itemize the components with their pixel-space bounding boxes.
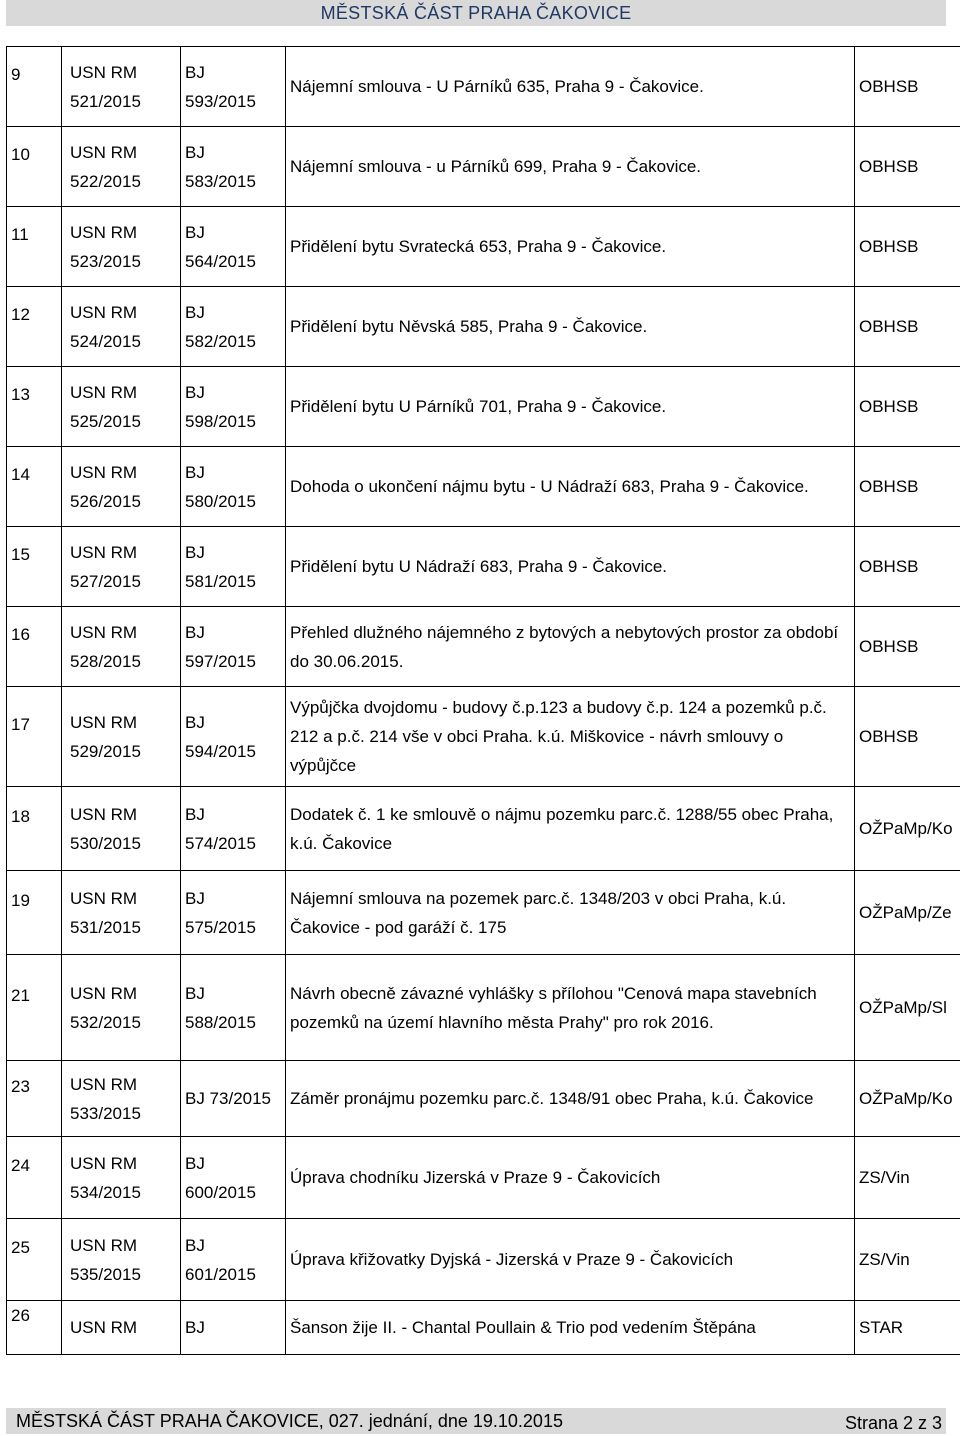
resolution-number: 527/2015: [70, 571, 141, 591]
row-number: 18: [11, 807, 30, 826]
resolution-number-cell: [62, 127, 181, 207]
subject-text: Dodatek č. 1 ke smlouvě o nájmu pozemku parc.č. 1288/55 obec Praha, k.ú. Čakovice: [290, 804, 834, 853]
table-row: [7, 367, 960, 447]
resolution-number: 530/2015: [70, 833, 141, 853]
resolution-number: 533/2015: [70, 1103, 141, 1123]
subject-text: Nájemní smlouva - U Párníků 635, Praha 9 - Čakovice.: [290, 77, 704, 96]
item-number-cell: [181, 367, 286, 447]
row-number: 13: [11, 385, 30, 404]
subject-text: Šanson žije II. - Chantal Poullain & Trio pod vedením Štěpána: [290, 1318, 756, 1337]
subject-text: Úprava křižovatky Dyjská - Jizerská v Praze 9 - Čakovicích: [290, 1250, 734, 1269]
row-number: 11: [11, 225, 29, 244]
row-number-cell: [7, 1137, 62, 1219]
item-number-cell: [181, 1061, 286, 1137]
resolution-number-cell: [62, 287, 181, 367]
item-number-cell: [181, 47, 286, 127]
resolutions-table: [6, 46, 960, 1355]
table-row: [7, 1137, 960, 1219]
table-row: [7, 287, 960, 367]
row-number: 12: [11, 305, 30, 324]
department-cell: [855, 127, 960, 207]
item-label: BJ: [185, 302, 205, 322]
department-cell: [855, 955, 960, 1061]
subject-text: Dohoda o ukončení nájmu bytu - U Nádraží 683, Praha 9 - Čakovice.: [290, 477, 809, 496]
table-row: [7, 1061, 960, 1137]
item-number: 582/2015: [185, 331, 256, 351]
table-row: [7, 871, 960, 955]
row-number: 23: [11, 1077, 30, 1096]
department-cell: [855, 1219, 960, 1301]
row-number: 25: [11, 1238, 30, 1257]
subject-cell: [286, 447, 855, 527]
item-label: BJ: [185, 1153, 205, 1173]
row-number-cell: [7, 527, 62, 607]
resolution-label: USN RM: [70, 542, 138, 562]
item-number: 588/2015: [185, 1012, 256, 1032]
item-label: BJ: [185, 1235, 205, 1255]
resolution-number: 532/2015: [70, 1012, 141, 1032]
row-number-cell: [7, 447, 62, 527]
table-row: [7, 47, 960, 127]
row-number-cell: [7, 1301, 62, 1355]
resolution-number: 521/2015: [70, 91, 141, 111]
resolution-label: USN RM: [70, 1074, 138, 1094]
item-number: 598/2015: [185, 411, 256, 431]
item-number: 574/2015: [185, 833, 256, 853]
subject-cell: [286, 207, 855, 287]
row-number-cell: [7, 955, 62, 1061]
subject-cell: [286, 527, 855, 607]
subject-text: Přidělení bytu U Nádraží 683, Praha 9 - Čakovice.: [290, 557, 668, 576]
subject-cell: [286, 367, 855, 447]
resolution-label: USN RM: [70, 462, 138, 482]
item-label: BJ: [185, 222, 205, 242]
item-label: BJ: [185, 888, 205, 908]
subject-text: Záměr pronájmu pozemku parc.č. 1348/91 obec Praha, k.ú. Čakovice: [290, 1089, 814, 1108]
row-number-cell: [7, 687, 62, 787]
table-row: [7, 127, 960, 207]
subject-text: Nájemní smlouva na pozemek parc.č. 1348/203 v obci Praha, k.ú. Čakovice - pod garáží č. 175: [290, 888, 787, 937]
resolution-number: 522/2015: [70, 171, 141, 191]
item-number-cell: [181, 127, 286, 207]
resolution-number-cell: [62, 1061, 181, 1137]
resolution-number: 535/2015: [70, 1264, 141, 1284]
resolution-number: 524/2015: [70, 331, 141, 351]
item-number: 581/2015: [185, 571, 256, 591]
item-number: 593/2015: [185, 91, 256, 111]
resolution-number-cell: [62, 607, 181, 687]
resolution-number: 526/2015: [70, 491, 141, 511]
resolution-number-cell: [62, 871, 181, 955]
resolution-label: USN RM: [70, 142, 138, 162]
row-number: 26: [11, 1306, 30, 1325]
resolution-label: USN RM: [70, 222, 138, 242]
item-number-cell: [181, 207, 286, 287]
resolution-number: 525/2015: [70, 411, 141, 431]
item-label: BJ: [185, 622, 205, 642]
subject-cell: [286, 871, 855, 955]
resolution-label: USN RM: [70, 1318, 138, 1337]
subject-cell: [286, 787, 855, 871]
subject-text: Přehled dlužného nájemného z bytových a nebytových prostor za období do 30.06.2015.: [290, 622, 839, 671]
item-number-cell: [181, 1219, 286, 1301]
department-code: OBHSB: [859, 157, 919, 176]
row-number: 14: [11, 465, 30, 484]
item-number: 594/2015: [185, 741, 256, 761]
subject-cell: [286, 47, 855, 127]
resolution-number: 528/2015: [70, 651, 141, 671]
resolution-number-cell: [62, 787, 181, 871]
resolution-label: USN RM: [70, 1153, 138, 1173]
department-cell: [855, 527, 960, 607]
subject-cell: [286, 607, 855, 687]
item-label: BJ: [185, 542, 205, 562]
resolution-number: 529/2015: [70, 741, 141, 761]
row-number-cell: [7, 367, 62, 447]
resolution-number-cell: [62, 1219, 181, 1301]
row-number: 21: [11, 986, 30, 1005]
subject-text: Nájemní smlouva - u Párníků 699, Praha 9 - Čakovice.: [290, 157, 702, 176]
item-number-cell: [181, 607, 286, 687]
row-number: 9: [11, 65, 21, 84]
department-cell: [855, 687, 960, 787]
row-number: 19: [11, 891, 30, 910]
department-code: OŽPaMp/Sl: [859, 998, 947, 1017]
row-number-cell: [7, 127, 62, 207]
subject-cell: [286, 1219, 855, 1301]
department-cell: [855, 47, 960, 127]
resolution-label: USN RM: [70, 1235, 138, 1255]
item-label: BJ 73/2015: [185, 1089, 272, 1108]
resolution-number-cell: [62, 447, 181, 527]
item-number: 580/2015: [185, 491, 256, 511]
department-code: ZS/Vin: [859, 1250, 910, 1269]
department-code: ZS/Vin: [859, 1168, 910, 1187]
resolution-label: USN RM: [70, 382, 138, 402]
item-label: BJ: [185, 804, 205, 824]
department-code: OBHSB: [859, 317, 919, 336]
subject-text: Přidělení bytu Svratecká 653, Praha 9 - Čakovice.: [290, 237, 667, 256]
item-number-cell: [181, 287, 286, 367]
table-row: [7, 955, 960, 1061]
item-label: BJ: [185, 62, 205, 82]
resolution-number: 531/2015: [70, 917, 141, 937]
item-number-cell: [181, 447, 286, 527]
item-number-cell: [181, 687, 286, 787]
item-label: BJ: [185, 983, 205, 1003]
resolutions-table-body: [7, 47, 960, 1355]
resolution-number: 534/2015: [70, 1182, 141, 1202]
resolution-number-cell: [62, 527, 181, 607]
page-footer: [6, 1408, 946, 1434]
row-number-cell: [7, 607, 62, 687]
subject-text: Přidělení bytu Něvská 585, Praha 9 - Čakovice.: [290, 317, 648, 336]
department-code: OBHSB: [859, 557, 919, 576]
resolution-label: USN RM: [70, 983, 138, 1003]
subject-cell: [286, 1301, 855, 1355]
subject-cell: [286, 687, 855, 787]
resolution-number-cell: [62, 1301, 181, 1355]
resolution-number-cell: [62, 955, 181, 1061]
department-code: OBHSB: [859, 237, 919, 256]
item-label: BJ: [185, 462, 205, 482]
page-header: [6, 0, 946, 26]
resolution-label: USN RM: [70, 804, 138, 824]
header-title: MĚSTSKÁ ČÁST PRAHA ČAKOVICE: [320, 3, 632, 23]
subject-text: Návrh obecně závazné vyhlášky s přílohou "Cenová mapa stavebních pozemků na území hlavního města Prahy" pro rok 2016.: [290, 983, 817, 1032]
item-label: BJ: [185, 1318, 205, 1337]
item-number: 597/2015: [185, 651, 256, 671]
item-number-cell: [181, 871, 286, 955]
row-number: 17: [11, 715, 30, 734]
row-number-cell: [7, 1219, 62, 1301]
footer-text: MĚSTSKÁ ČÁST PRAHA ČAKOVICE, 027. jednání, dne 19.10.2015: [16, 1411, 563, 1431]
subject-text: Přidělení bytu U Párníků 701, Praha 9 - Čakovice.: [290, 397, 667, 416]
department-code: STAR: [859, 1318, 904, 1337]
department-code: OŽPaMp/Ko: [859, 1089, 953, 1108]
item-number: 564/2015: [185, 251, 256, 271]
row-number: 16: [11, 625, 30, 644]
resolution-number-cell: [62, 207, 181, 287]
department-code: OBHSB: [859, 477, 919, 496]
table-row: [7, 607, 960, 687]
department-code: OBHSB: [859, 727, 919, 746]
item-label: BJ: [185, 712, 205, 732]
item-number-cell: [181, 527, 286, 607]
resolution-number-cell: [62, 687, 181, 787]
department-cell: [855, 1301, 960, 1355]
department-code: OBHSB: [859, 637, 919, 656]
row-number-cell: [7, 871, 62, 955]
item-number: 583/2015: [185, 171, 256, 191]
department-cell: [855, 1061, 960, 1137]
item-number: 575/2015: [185, 917, 256, 937]
resolution-number: 523/2015: [70, 251, 141, 271]
resolution-number-cell: [62, 367, 181, 447]
subject-cell: [286, 955, 855, 1061]
row-number-cell: [7, 1061, 62, 1137]
department-cell: [855, 367, 960, 447]
row-number: 10: [11, 145, 30, 164]
item-label: BJ: [185, 142, 205, 162]
table-row: [7, 207, 960, 287]
department-code: OBHSB: [859, 77, 919, 96]
resolution-number-cell: [62, 1137, 181, 1219]
resolution-label: USN RM: [70, 712, 138, 732]
table-row: [7, 1301, 960, 1355]
item-number-cell: [181, 955, 286, 1061]
row-number: 24: [11, 1156, 30, 1175]
subject-cell: [286, 1137, 855, 1219]
item-number: 600/2015: [185, 1182, 256, 1202]
item-number-cell: [181, 787, 286, 871]
row-number-cell: [7, 787, 62, 871]
row-number-cell: [7, 47, 62, 127]
department-code: OŽPaMp/Ko: [859, 819, 953, 838]
row-number-cell: [7, 207, 62, 287]
item-number: 601/2015: [185, 1264, 256, 1284]
table-row: [7, 787, 960, 871]
subject-text: Úprava chodníku Jizerská v Praze 9 - Čakovicích: [290, 1168, 661, 1187]
resolution-label: USN RM: [70, 62, 138, 82]
department-code: OBHSB: [859, 397, 919, 416]
item-number-cell: [181, 1137, 286, 1219]
department-cell: [855, 207, 960, 287]
footer-page-number: Strana 2 z 3: [844, 1413, 942, 1433]
row-number-cell: [7, 287, 62, 367]
department-cell: [855, 447, 960, 527]
department-cell: [855, 287, 960, 367]
department-cell: [855, 1137, 960, 1219]
subject-cell: [286, 127, 855, 207]
item-label: BJ: [185, 382, 205, 402]
table-row: [7, 687, 960, 787]
table-row: [7, 1219, 960, 1301]
item-number-cell: [181, 1301, 286, 1355]
department-cell: [855, 871, 960, 955]
department-cell: [855, 787, 960, 871]
subject-text: Výpůjčka dvojdomu - budovy č.p.123 a budovy č.p. 124 a pozemků p.č. 212 a p.č. 214 vše v obci Praha. k.ú. Miškovice - návrh smlouvy o výpůjčce: [290, 698, 827, 775]
subject-cell: [286, 287, 855, 367]
department-cell: [855, 607, 960, 687]
resolution-label: USN RM: [70, 622, 138, 642]
department-code: OŽPaMp/Ze: [859, 903, 952, 922]
resolution-label: USN RM: [70, 888, 138, 908]
table-row: [7, 447, 960, 527]
table-row: [7, 527, 960, 607]
row-number: 15: [11, 545, 30, 564]
resolution-number-cell: [62, 47, 181, 127]
subject-cell: [286, 1061, 855, 1137]
resolution-label: USN RM: [70, 302, 138, 322]
